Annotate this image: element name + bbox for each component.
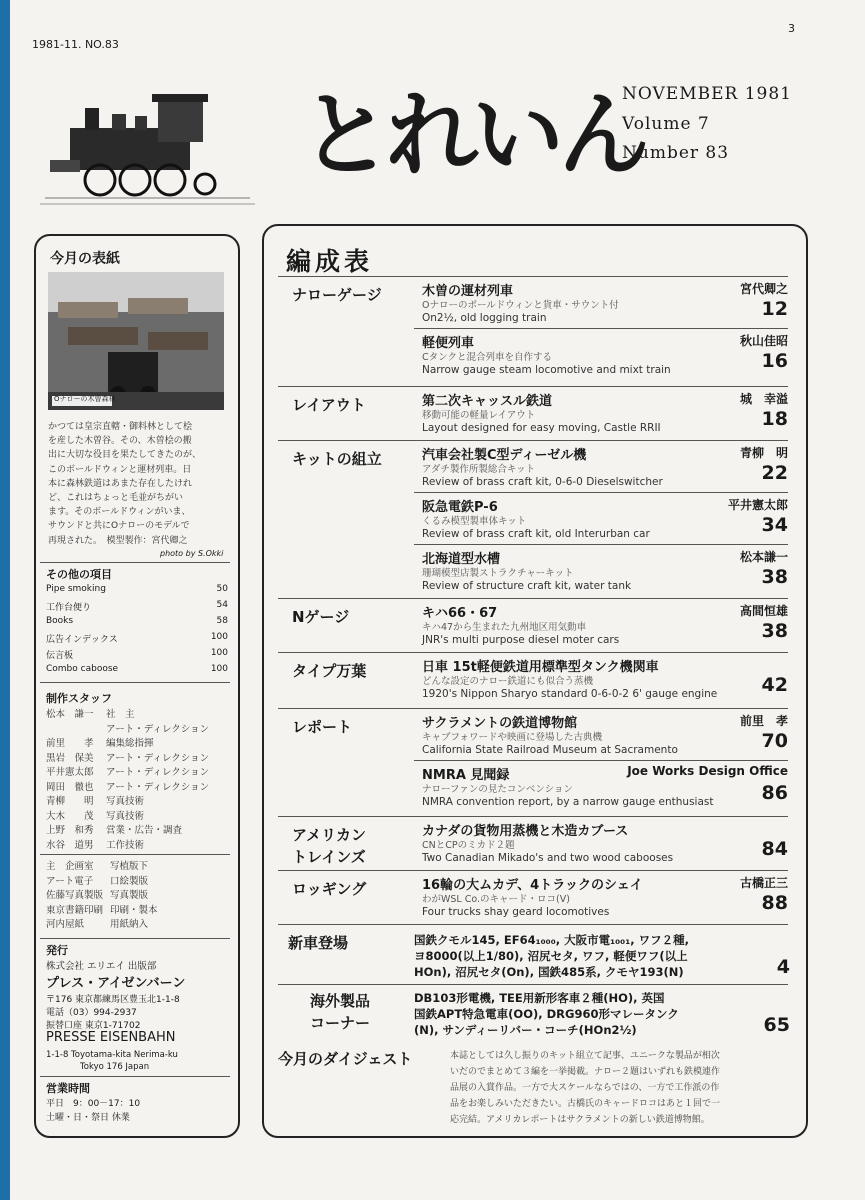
vendor-role: 口絵製版 <box>110 875 149 887</box>
staff-role: アート・ディレクション <box>106 767 210 778</box>
cover-photo <box>48 272 224 410</box>
new-cars-page: 4 <box>776 956 790 978</box>
newcars-line: HOn), 沼尻セタ(On), 国鉄485系, クモヤ193(N) <box>414 965 684 979</box>
other-item-page: 50 <box>216 584 228 594</box>
cover-text-line: 再現された。 模型製作：宮代卿之 <box>48 535 188 546</box>
vendor-name: 佐藤写真製版 <box>46 890 104 901</box>
vendor-row <box>46 916 148 930</box>
section-name: タイプ万葉 <box>292 662 367 680</box>
section-divider <box>278 870 788 871</box>
other-items-title: その他の項目 <box>46 568 112 581</box>
section-name: レポート <box>292 718 353 736</box>
article-divider <box>414 760 788 761</box>
other-item <box>46 616 228 632</box>
staff-role: 写真技術 <box>106 810 145 822</box>
article-english: Review of structure craft kit, water tank <box>422 580 632 592</box>
article-author: 青柳 明 <box>739 446 788 460</box>
other-item-page: 58 <box>216 616 228 626</box>
toc-title: 編成表 <box>286 247 374 276</box>
article-subtitle: ナローファンの見たコンベンション <box>422 784 573 795</box>
section-name: レイアウト <box>292 396 366 414</box>
publisher-company: 株式会社 エリエイ 出版部 <box>46 961 157 972</box>
article-subtitle: Oナローのボールドウィンと貨車・サウント付 <box>422 300 619 311</box>
section-name: キットの組立 <box>292 450 382 468</box>
article-subtitle: 珊瑚模型店製ストラクチャーキット <box>422 568 574 579</box>
vendor-name: 主 企画室 <box>46 861 94 872</box>
overseas-line: 国鉄APT特急電車(OO), DRG960形マレータンク <box>414 1007 679 1021</box>
staff-name: 上野 和秀 <box>46 825 94 836</box>
staff-role: アート・ディレクション <box>106 781 210 793</box>
other-item-label: 工作台便り <box>46 603 92 613</box>
other-item-label: 広告インデックス <box>46 635 118 645</box>
issue-ref: 1981-11. NO.83 <box>32 38 119 51</box>
article-title: 日車 15t軽便鉄道用標準型タンク機関車 <box>422 660 659 675</box>
digest-line: 本誌としては久し振りのキット組立て記事、ユニークな製品が相次 <box>450 1051 720 1061</box>
other-items-list <box>46 584 228 680</box>
staff-role: 営業・広告・調査 <box>106 825 183 836</box>
cover-text-line: 本に森林鉄道はあまた存在したけれ <box>48 478 193 489</box>
article-english: California State Railroad Museum at Sacramento <box>422 744 678 756</box>
article-page: 42 <box>761 674 788 696</box>
staff-name: 青柳 明 <box>46 796 94 807</box>
cover-text-line: 出に大切な役目を果たしてきたのが、 <box>48 450 202 461</box>
staff-row <box>46 721 209 735</box>
article-page: 16 <box>761 350 788 372</box>
article-title: 16輪の大ムカデ、4トラックのシェイ <box>422 878 643 893</box>
publisher-address-en1: 1-1-8 Toyotama-kita Nerima-ku <box>46 1050 178 1060</box>
staff-row <box>46 808 144 822</box>
locomotive-illustration <box>40 80 255 210</box>
section-divider <box>278 652 788 653</box>
article-title: 汽車会社製C型ディーゼル機 <box>422 448 587 463</box>
other-item-page: 54 <box>216 600 228 610</box>
article-subtitle: くるみ模型製車体キット <box>422 516 527 527</box>
article-english: Four trucks shay geard locomotives <box>422 906 610 918</box>
other-item <box>46 600 228 616</box>
cover-text-line: を産した木曽谷。その、木曽桧の搬 <box>48 436 192 447</box>
other-item-page: 100 <box>210 632 228 642</box>
staff-row <box>46 793 144 807</box>
overseas-line: (N), サンディーリバー・コーチ(HOn2½) <box>414 1023 637 1037</box>
article-title: カナダの貨物用蒸機と木造カブース <box>422 824 629 839</box>
staff-name: 前里 孝 <box>46 738 94 749</box>
section-divider <box>278 440 788 441</box>
article-title: 木曽の運材列車 <box>422 284 514 299</box>
vendor-name: 東京書籍印刷 <box>46 904 104 916</box>
hours-title: 営業時間 <box>46 1082 90 1095</box>
article-divider <box>414 492 788 493</box>
article-title: 阪急電鉄P-6 <box>422 500 498 515</box>
staff-row <box>46 750 209 764</box>
vendor-name: 河内屋紙 <box>46 919 85 930</box>
article-divider <box>414 328 788 329</box>
cover-text-line: このボールドウィンと運材列車。日 <box>48 464 192 475</box>
section-name: ロッギング <box>292 880 367 898</box>
article-english: Review of brass craft kit, old Interurban car <box>422 528 650 540</box>
vendor-row <box>46 858 148 872</box>
overseas-title: 海外製品 コーナー <box>309 992 370 1032</box>
article-author: 松本謙一 <box>739 550 788 564</box>
article-author: Joe Works Design Office <box>627 764 788 778</box>
publisher-phone: 電話（03）994-2937 <box>46 1008 137 1018</box>
other-item-label: Combo caboose <box>46 664 119 674</box>
publisher-brand: プレス・アイゼンバーン <box>46 976 186 991</box>
article-page: 38 <box>761 566 788 588</box>
overseas-text <box>414 990 744 1038</box>
article-page: 88 <box>761 892 788 914</box>
article-subtitle: 移動可能の軽量レイアウト <box>422 410 536 421</box>
section-divider <box>278 386 788 387</box>
article-page: 12 <box>761 298 788 320</box>
other-item <box>46 648 228 664</box>
article-subtitle: アダチ製作所製総合キット <box>422 464 536 475</box>
staff-role: 編集総指揮 <box>106 738 154 749</box>
staff-role: アート・ディレクション <box>106 752 210 764</box>
article-english: NMRA convention report, by a narrow gauge enthusiast <box>422 796 714 808</box>
article-english: Review of brass craft kit, 0-6-0 Dieselswitcher <box>422 476 663 488</box>
issue-month: NOVEMBER 1981 <box>622 84 792 104</box>
vendor-row <box>46 873 148 887</box>
vendor-row <box>46 902 158 916</box>
staff-title: 制作スタッフ <box>46 692 112 705</box>
cover-text-line: かつては皇宗直轄・御料林として桧 <box>48 422 193 432</box>
article-page: 18 <box>761 408 788 430</box>
article-subtitle: Cタンクと混合列車を自作する <box>422 352 552 363</box>
article-english: JNR's multi purpose diesel moter cars <box>422 634 620 646</box>
overseas-line: DB103形電機, TEE用新形客車２種(HO), 英国 <box>414 991 665 1005</box>
staff-name: 岡田 徹也 <box>46 781 94 793</box>
article-author: 古橋正三 <box>739 876 788 890</box>
issue-number: Number 83 <box>622 143 730 163</box>
digest-line: 応完結。アメリカレポートはサクラメントの新しい鉄道博物館。 <box>450 1115 710 1125</box>
section-divider <box>278 276 788 277</box>
article-page: 84 <box>761 838 788 860</box>
article-subtitle: キハ47から生まれた九州地区用気動車 <box>422 622 587 633</box>
article-title: キハ66・67 <box>422 606 498 621</box>
article-page: 38 <box>761 620 788 642</box>
vendor-role: 用紙納入 <box>110 919 149 930</box>
article-title: サクラメントの鉄道博物館 <box>422 716 578 731</box>
digest-line: 品展の入賞作品。一方で大スケールならではの、一方で工作派の作 <box>450 1083 720 1093</box>
vendor-role: 写植版下 <box>110 861 149 872</box>
staff-role: 工作技術 <box>106 839 145 851</box>
other-item-page: 100 <box>210 664 228 674</box>
staff-name: 平井憲太郎 <box>46 767 94 778</box>
other-item-label: 伝言板 <box>46 651 74 661</box>
vendor-role: 写真製版 <box>110 890 149 901</box>
staff-name: 大木 茂 <box>46 810 94 822</box>
publisher-account: 振替口座 東京1-71702 <box>46 1021 141 1031</box>
section-divider <box>278 598 788 599</box>
digest-text <box>450 1048 790 1128</box>
newcars-line: 国鉄クモル145, EF64₁₀₀₀, 大阪市電₁₀₀₁, ワフ２種, <box>414 933 689 947</box>
article-page: 86 <box>761 782 788 804</box>
digest-line: いだのでまとめて３編を一挙掲載。ナロー２題はいずれも鉄模連作 <box>450 1067 721 1077</box>
article-english: Layout designed for easy moving, Castle RRII <box>422 422 661 434</box>
staff-row <box>46 735 154 749</box>
vendor-row <box>46 887 148 901</box>
vendor-list <box>46 858 228 938</box>
article-title: NMRA 見聞録 <box>422 768 510 783</box>
article-author: 秋山佳昭 <box>739 334 788 348</box>
vendor-name: アート電子 <box>46 875 94 887</box>
digest-title: 今月のダイジェスト <box>278 1050 413 1068</box>
article-title: 北海道型水槽 <box>422 552 501 567</box>
cover-description <box>48 420 228 548</box>
newcars-line: ヨ8000(以上1/80), 沼尻セタ, ワフ, 軽便ワフ(以上 <box>414 949 688 963</box>
article-subtitle: CNとCPのミカド２題 <box>422 840 515 851</box>
section-name: ナローゲージ <box>292 286 382 304</box>
publisher-address: 〒176 東京都練馬区豊玉北1-1-8 <box>46 995 180 1005</box>
staff-row <box>46 764 209 778</box>
article-subtitle: わがWSL Co.のキャード・ロコ(V) <box>422 894 570 905</box>
hours-holiday: 土曜・日・祭日 休業 <box>46 1113 130 1123</box>
section-divider <box>278 816 788 817</box>
article-english: Two Canadian Mikado's and two wood cabooses <box>422 852 674 864</box>
vendor-role: 印刷・製本 <box>110 904 158 916</box>
staff-row <box>46 837 144 851</box>
cover-text-line: ど、これはちょっと毛並がちがい <box>48 493 184 504</box>
digest-line: 品をお楽しみいただきたい。古橋氏のキャードロコはあと１回で一 <box>450 1099 721 1109</box>
staff-list <box>46 706 228 856</box>
article-english: 1920's Nippon Sharyo standard 0-6-0-2 6' gauge engine <box>422 688 718 700</box>
article-author: 前里 孝 <box>739 714 788 728</box>
article-page: 70 <box>761 730 788 752</box>
staff-row <box>46 822 182 836</box>
publisher-title: 発行 <box>46 944 68 957</box>
staff-name: 水谷 道男 <box>46 839 94 851</box>
staff-row <box>46 706 135 720</box>
article-divider <box>414 544 788 545</box>
article-author: 高間恒雄 <box>739 604 788 618</box>
other-item-label: Books <box>46 616 74 626</box>
article-subtitle: キャブフォワードや映画に登場した古典機 <box>422 732 603 743</box>
article-title: 第二次キャッスル鉄道 <box>422 394 553 409</box>
section-divider <box>278 708 788 709</box>
staff-role: 写真技術 <box>106 796 145 807</box>
photo-credit: photo by S.Okki <box>160 549 224 558</box>
new-cars-text <box>414 932 744 980</box>
publisher-brand-en: PRESSE EISENBAHN <box>46 1030 176 1045</box>
staff-name: 松本 謙一 <box>46 709 94 720</box>
overseas-page: 65 <box>763 1014 790 1036</box>
article-author: 宮代卿之 <box>739 282 788 296</box>
cover-photo-caption: Oナローの木曽森林 <box>54 395 116 403</box>
staff-role: アート・ディレクション <box>106 723 210 735</box>
article-page: 34 <box>761 514 788 536</box>
other-item <box>46 584 228 600</box>
page-number: 3 <box>788 22 795 35</box>
other-item <box>46 632 228 648</box>
magazine-logo: とれいん <box>300 81 645 189</box>
article-author: 城 幸溢 <box>739 392 788 406</box>
staff-row <box>46 779 209 793</box>
cover-text-line: ます。そのボールドウィンがいま、 <box>48 507 191 518</box>
issue-volume: Volume 7 <box>622 114 710 134</box>
cover-text-line: サウンドと共にOナローのモデルで <box>48 521 190 532</box>
section-name: Nゲージ <box>292 608 350 626</box>
magazine-page <box>10 0 865 1200</box>
article-author: 平井憲太郎 <box>727 498 788 512</box>
article-title: 軽便列車 <box>422 336 475 351</box>
article-page: 22 <box>761 462 788 484</box>
other-item <box>46 664 228 680</box>
article-english: Narrow gauge steam locomotive and mixt train <box>422 364 671 376</box>
hours-weekday: 平日 9：00－17：10 <box>46 1099 141 1109</box>
staff-role: 社 主 <box>106 709 135 720</box>
article-english: On2½, old logging train <box>422 312 547 324</box>
article-subtitle: どんな設定のナロー鉄道にも似合う蒸機 <box>422 676 594 687</box>
staff-name: 黒岩 保美 <box>46 752 94 764</box>
cover-title: 今月の表紙 <box>50 251 120 267</box>
section-name: アメリカン トレインズ <box>292 826 366 866</box>
other-item-page: 100 <box>210 648 228 658</box>
other-item-label: Pipe smoking <box>46 584 106 594</box>
new-cars-title: 新車登場 <box>288 934 349 952</box>
publisher-address-en2: Tokyo 176 Japan <box>80 1062 150 1072</box>
